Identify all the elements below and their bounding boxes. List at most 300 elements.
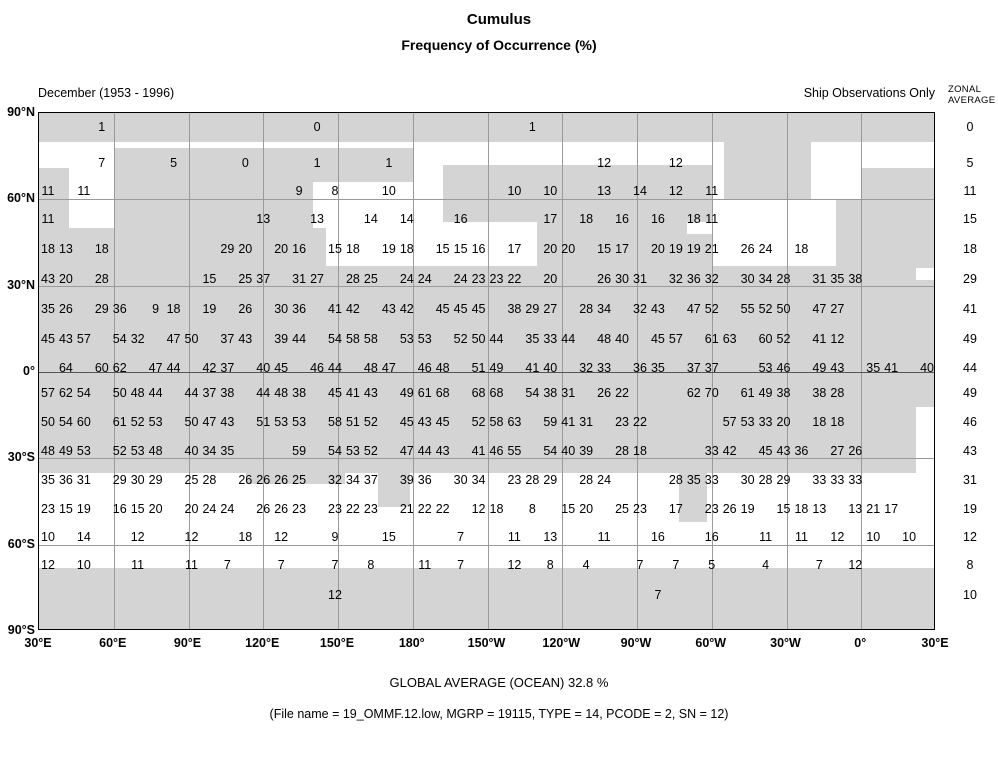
grid-cell-value: 47 — [148, 361, 163, 375]
grid-cell-value: 29 — [220, 242, 235, 256]
grid-cell-value: 20 — [543, 242, 558, 256]
grid-cell-value: 23 — [328, 502, 342, 516]
grid-cell-value: 49 — [812, 361, 827, 375]
grid-cell-value: 41 — [525, 361, 540, 375]
grid-cell-value: 53 — [399, 332, 414, 346]
grid-cell-value: 54 — [328, 332, 342, 346]
grid-cell-value: 43 — [58, 332, 73, 346]
grid-cell-value: 11 — [597, 530, 611, 544]
zonal-average-value: 18 — [963, 242, 977, 256]
grid-cell-value: 54 — [58, 415, 73, 429]
grid-cell-value: 16 — [292, 242, 307, 256]
grid-cell-value: 44 — [256, 386, 271, 400]
grid-cell-value: 58 — [345, 332, 360, 346]
grid-cell-value: 20 — [776, 415, 791, 429]
period-label: December (1953 - 1996) — [38, 86, 175, 100]
grid-cell-value: 55 — [740, 302, 755, 316]
grid-cell-value: 52 — [471, 415, 486, 429]
grid-cell-value: 44 — [561, 332, 576, 346]
grid-cell-value: 17 — [543, 212, 558, 226]
grid-cell-value: 26 — [256, 473, 271, 487]
grid-cell-value: 45 — [435, 302, 450, 316]
grid-cell-value: 52 — [112, 444, 127, 458]
grid-cell-value: 16 — [471, 242, 486, 256]
grid-cell-value: 42 — [399, 302, 414, 316]
grid-cell-value: 32 — [633, 302, 647, 316]
grid-cell-value: 43 — [238, 332, 253, 346]
grid-cell-value: 10 — [381, 184, 396, 198]
grid-cell-value: 63 — [722, 332, 737, 346]
grid-cell-value: 26 — [274, 473, 289, 487]
grid-cell-value: 53 — [292, 415, 307, 429]
grid-cell-value: 62 — [58, 386, 73, 400]
grid-cell-value: 58 — [489, 415, 504, 429]
grid-cell-value: 11 — [507, 530, 521, 544]
grid-cell-value: 45 — [471, 302, 486, 316]
grid-cell-value: 10 — [902, 530, 917, 544]
grid-cell-value: 45 — [650, 332, 665, 346]
grid-cell-value: 37 — [686, 361, 701, 375]
grid-cell-value: 54 — [76, 386, 91, 400]
grid-cell-value: 44 — [417, 444, 432, 458]
grid-cell-value: 15 — [597, 242, 612, 256]
grid-cell-value: 28 — [758, 473, 773, 487]
grid-cell-value: 32 — [704, 272, 719, 286]
grid-cell-value: 11 — [418, 558, 432, 572]
grid-cell-value: 27 — [310, 272, 325, 286]
grid-cell-value: 27 — [543, 302, 558, 316]
grid-cell-value: 46 — [417, 361, 432, 375]
grid-cell-value: 50 — [776, 302, 791, 316]
grid-cell-value: 61 — [740, 386, 755, 400]
grid-cell-value: 45 — [758, 444, 773, 458]
grid-cell-value: 12 — [130, 530, 145, 544]
grid-cell-value: 1 — [385, 156, 393, 170]
grid-cell-value: 26 — [722, 502, 737, 516]
grid-cell-value: 26 — [238, 473, 253, 487]
grid-cell-value: 44 — [328, 361, 342, 375]
world-map-plot — [38, 112, 935, 630]
zonal-average-value: 49 — [963, 386, 977, 400]
grid-cell-value: 18 — [812, 415, 827, 429]
grid-cell-value: 20 — [148, 502, 163, 516]
grid-cell-value: 15 — [453, 242, 468, 256]
grid-cell-value: 34 — [202, 444, 217, 458]
grid-cell-value: 33 — [848, 473, 863, 487]
grid-cell-value: 43 — [220, 415, 235, 429]
grid-cell-value: 11 — [794, 530, 808, 544]
grid-cell-value: 39 — [579, 444, 594, 458]
grid-cell-value: 9 — [152, 302, 160, 316]
grid-cell-value: 41 — [328, 302, 342, 316]
grid-cell-value: 41 — [812, 332, 827, 346]
grid-cell-value: 48 — [148, 444, 163, 458]
grid-cell-value: 24 — [453, 272, 468, 286]
longitude-tick-label: 90°E — [173, 636, 202, 650]
grid-cell-value: 18 — [94, 242, 109, 256]
grid-cell-value: 59 — [292, 444, 307, 458]
grid-cell-value: 12 — [471, 502, 486, 516]
grid-cell-value: 21 — [399, 502, 414, 516]
grid-cell-value: 54 — [525, 386, 540, 400]
grid-cell-value: 49 — [758, 386, 773, 400]
grid-cell-value: 28 — [830, 386, 845, 400]
grid-cell-value: 20 — [650, 242, 665, 256]
grid-cell-value: 60 — [758, 332, 773, 346]
grid-cell-value: 35 — [41, 302, 55, 316]
grid-cell-value: 44 — [166, 361, 181, 375]
grid-cell-value: 31 — [292, 272, 307, 286]
grid-cell-value: 17 — [884, 502, 899, 516]
grid-cell-value: 28 — [525, 473, 540, 487]
grid-cell-value: 68 — [471, 386, 486, 400]
data-source-label: Ship Observations Only — [803, 86, 935, 100]
grid-cell-value: 52 — [363, 415, 378, 429]
grid-cell-value: 0 — [241, 156, 249, 170]
latitude-tick-label: 90°S — [7, 623, 35, 637]
grid-cell-value: 42 — [345, 302, 360, 316]
grid-cell-value: 15 — [130, 502, 145, 516]
grid-cell-value: 33 — [704, 473, 719, 487]
grid-cell-value: 12 — [507, 558, 522, 572]
grid-cell-value: 20 — [184, 502, 199, 516]
grid-cell-value: 37 — [363, 473, 378, 487]
page-title: Cumulus — [466, 11, 532, 28]
grid-cell-value: 19 — [202, 302, 217, 316]
grid-cell-value: 36 — [633, 361, 647, 375]
grid-cell-value: 35 — [866, 361, 881, 375]
grid-cell-value: 52 — [453, 332, 468, 346]
grid-cell-value: 10 — [866, 530, 881, 544]
grid-cell-value: 31 — [812, 272, 827, 286]
grid-cell-value: 24 — [202, 502, 217, 516]
zonal-average-value: 44 — [963, 361, 977, 375]
grid-cell-value: 8 — [546, 558, 554, 572]
zonal-average-value: 8 — [966, 558, 974, 572]
grid-cell-value: 51 — [471, 361, 486, 375]
grid-cell-value: 47 — [202, 415, 217, 429]
grid-cell-value: 26 — [274, 502, 289, 516]
grid-cell-value: 11 — [759, 530, 773, 544]
grid-cell-value: 23 — [363, 502, 378, 516]
grid-cell-value: 23 — [633, 502, 647, 516]
grid-cell-value: 49 — [489, 361, 504, 375]
grid-cell-value: 13 — [543, 530, 558, 544]
grid-cell-value: 62 — [112, 361, 127, 375]
zonal-average-value: 46 — [963, 415, 977, 429]
grid-cell-value: 61 — [704, 332, 719, 346]
grid-cell-value: 23 — [489, 272, 504, 286]
grid-cell-value: 10 — [41, 530, 55, 544]
grid-cell-value: 4 — [762, 558, 770, 572]
grid-cell-value: 41 — [471, 444, 486, 458]
grid-cell-value: 19 — [668, 242, 683, 256]
grid-cell-value: 30 — [740, 473, 755, 487]
grid-cell-value: 16 — [615, 212, 629, 226]
grid-cell-value: 22 — [615, 386, 629, 400]
grid-cell-value: 36 — [292, 302, 307, 316]
grid-cell-value: 31 — [561, 386, 576, 400]
grid-cell-value: 18 — [794, 502, 809, 516]
grid-cell-value: 11 — [77, 184, 91, 198]
grid-cell-value: 48 — [435, 361, 450, 375]
grid-cell-value: 20 — [58, 272, 73, 286]
grid-cell-value: 23 — [615, 415, 629, 429]
grid-cell-value: 11 — [41, 184, 55, 198]
grid-cell-value: 18 — [686, 212, 701, 226]
grid-cell-value: 14 — [633, 184, 647, 198]
grid-cell-value: 43 — [435, 444, 450, 458]
grid-cell-value: 16 — [704, 530, 719, 544]
grid-cell-value: 18 — [399, 242, 414, 256]
grid-cell-value: 50 — [471, 332, 486, 346]
chart-subtitle: Frequency of Occurrence (%) — [401, 37, 597, 53]
grid-cell-value: 52 — [130, 415, 145, 429]
grid-cell-value: 15 — [435, 242, 450, 256]
grid-cell-value: 33 — [597, 361, 612, 375]
grid-cell-value: 12 — [668, 184, 683, 198]
zonal-average-value: 31 — [963, 473, 977, 487]
grid-cell-value: 24 — [417, 272, 432, 286]
grid-cell-value: 13 — [310, 212, 325, 226]
grid-cell-value: 63 — [507, 415, 522, 429]
grid-cell-value: 11 — [131, 558, 145, 572]
grid-cell-value: 47 — [166, 332, 181, 346]
grid-cell-value: 34 — [758, 272, 773, 286]
grid-cell-value: 36 — [794, 444, 809, 458]
grid-cell-value: 32 — [130, 332, 145, 346]
grid-cell-value: 5 — [708, 558, 716, 572]
latitude-tick-label: 90°N — [7, 105, 35, 119]
grid-cell-value: 64 — [58, 361, 73, 375]
grid-cell-value: 33 — [543, 332, 558, 346]
grid-cell-value: 10 — [507, 184, 522, 198]
grid-cell-value: 13 — [848, 502, 863, 516]
grid-cell-value: 12 — [41, 558, 55, 572]
grid-cell-value: 28 — [202, 473, 217, 487]
grid-cell-value: 61 — [112, 415, 127, 429]
grid-cell-value: 53 — [76, 444, 91, 458]
grid-cell-value: 16 — [453, 212, 468, 226]
grid-cell-value: 33 — [830, 473, 845, 487]
grid-cell-value: 35 — [686, 473, 701, 487]
grid-cell-value: 18 — [238, 530, 253, 544]
grid-cell-value: 9 — [295, 184, 303, 198]
grid-cell-value: 12 — [274, 530, 289, 544]
longitude-tick-label: 60°W — [695, 636, 727, 650]
grid-cell-value: 16 — [112, 502, 127, 516]
grid-cell-value: 28 — [94, 272, 109, 286]
grid-cell-value: 18 — [794, 242, 809, 256]
grid-cell-value: 23 — [41, 502, 55, 516]
grid-cell-value: 28 — [776, 272, 791, 286]
grid-cell-value: 5 — [170, 156, 178, 170]
grid-cell-value: 68 — [435, 386, 450, 400]
grid-cell-value: 42 — [722, 444, 737, 458]
grid-cell-value: 7 — [457, 558, 465, 572]
grid-cell-value: 21 — [866, 502, 881, 516]
grid-cell-value: 50 — [41, 415, 55, 429]
zonal-average-value: 41 — [963, 302, 977, 316]
grid-cell-value: 12 — [668, 156, 683, 170]
grid-cell-value: 13 — [58, 242, 73, 256]
grid-cell-value: 30 — [740, 272, 755, 286]
grid-cell-value: 40 — [184, 444, 199, 458]
grid-cell-value: 40 — [543, 361, 558, 375]
grid-cell-value: 40 — [256, 361, 271, 375]
grid-cell-value: 50 — [184, 415, 199, 429]
grid-cell-value: 54 — [543, 444, 558, 458]
zonal-average-value: 0 — [966, 120, 974, 134]
grid-cell-value: 4 — [582, 558, 590, 572]
grid-cell-value: 35 — [650, 361, 665, 375]
grid-cell-value: 17 — [507, 242, 522, 256]
grid-cell-value: 53 — [345, 444, 360, 458]
grid-cell-value: 20 — [238, 242, 253, 256]
grid-cell-value: 8 — [331, 184, 339, 198]
grid-cell-value: 38 — [220, 386, 235, 400]
grid-cell-value: 25 — [615, 502, 629, 516]
grid-cell-value: 11 — [705, 184, 719, 198]
grid-cell-value: 50 — [184, 332, 199, 346]
grid-cell-value: 40 — [561, 444, 576, 458]
grid-cell-value: 43 — [363, 386, 378, 400]
zonal-average-value: 49 — [963, 332, 977, 346]
grid-cell-value: 46 — [489, 444, 504, 458]
grid-cell-value: 14 — [76, 530, 91, 544]
grid-cell-value: 25 — [292, 473, 307, 487]
grid-cell-value: 40 — [920, 361, 934, 375]
zonal-average-value: 12 — [963, 530, 977, 544]
grid-cell-value: 7 — [277, 558, 285, 572]
grid-cell-value: 34 — [597, 302, 612, 316]
grid-cell-value: 22 — [507, 272, 522, 286]
grid-cell-value: 44 — [148, 386, 163, 400]
grid-cell-value: 29 — [148, 473, 163, 487]
grid-cell-value: 46 — [776, 361, 791, 375]
grid-cell-value: 18 — [489, 502, 504, 516]
longitude-tick-label: 150°W — [467, 636, 506, 650]
grid-cell-value: 43 — [776, 444, 791, 458]
grid-cell-value: 32 — [668, 272, 683, 286]
grid-cell-value: 17 — [615, 242, 629, 256]
grid-cell-value: 45 — [274, 361, 289, 375]
grid-cell-value: 15 — [58, 502, 73, 516]
grid-cell-value: 25 — [184, 473, 199, 487]
grid-cell-value: 32 — [328, 473, 342, 487]
grid-cell-value: 22 — [633, 415, 647, 429]
grid-cell-value: 35 — [525, 332, 540, 346]
grid-cell-value: 57 — [76, 332, 91, 346]
grid-cell-value: 38 — [507, 302, 522, 316]
grid-cell-value: 47 — [399, 444, 414, 458]
grid-cell-value: 46 — [310, 361, 325, 375]
grid-cell-value: 21 — [704, 242, 719, 256]
grid-cell-value: 44 — [292, 332, 307, 346]
grid-cell-value: 38 — [848, 272, 863, 286]
grid-cell-value: 19 — [740, 502, 755, 516]
grid-cell-value: 36 — [686, 272, 701, 286]
grid-cell-value: 45 — [328, 386, 342, 400]
grid-cell-value: 29 — [776, 473, 791, 487]
grid-cell-value: 14 — [399, 212, 414, 226]
cell-values-layer — [39, 113, 934, 629]
grid-cell-value: 33 — [812, 473, 827, 487]
grid-cell-value: 19 — [686, 242, 701, 256]
grid-cell-value: 34 — [345, 473, 360, 487]
grid-cell-value: 37 — [220, 332, 235, 346]
grid-cell-value: 58 — [328, 415, 342, 429]
longitude-tick-label: 120°W — [542, 636, 581, 650]
grid-cell-value: 8 — [367, 558, 375, 572]
grid-cell-value: 34 — [471, 473, 486, 487]
grid-cell-value: 43 — [650, 302, 665, 316]
grid-cell-value: 11 — [41, 212, 55, 226]
grid-cell-value: 43 — [417, 415, 432, 429]
grid-cell-value: 29 — [94, 302, 109, 316]
grid-cell-value: 45 — [435, 415, 450, 429]
grid-cell-value: 7 — [815, 558, 823, 572]
grid-cell-value: 23 — [507, 473, 522, 487]
grid-cell-value: 11 — [705, 212, 719, 226]
grid-cell-value: 7 — [636, 558, 644, 572]
zonal-average-value: 10 — [963, 588, 977, 602]
grid-cell-value: 27 — [830, 444, 845, 458]
longitude-tick-label: 30°E — [24, 636, 52, 650]
grid-cell-value: 62 — [686, 386, 701, 400]
grid-cell-value: 33 — [704, 444, 719, 458]
grid-cell-value: 44 — [489, 332, 504, 346]
grid-cell-value: 38 — [776, 386, 791, 400]
grid-cell-value: 51 — [256, 415, 271, 429]
grid-cell-value: 26 — [238, 302, 253, 316]
longitude-tick-label: 150°E — [319, 636, 355, 650]
grid-cell-value: 15 — [202, 272, 217, 286]
grid-cell-value: 22 — [435, 502, 450, 516]
grid-cell-value: 1 — [313, 156, 321, 170]
grid-cell-value: 45 — [453, 302, 468, 316]
longitude-tick-label: 0° — [854, 636, 867, 650]
grid-cell-value: 18 — [633, 444, 647, 458]
grid-cell-value: 12 — [328, 588, 342, 602]
grid-cell-value: 16 — [650, 530, 665, 544]
grid-cell-value: 30 — [615, 272, 629, 286]
grid-cell-value: 36 — [112, 302, 127, 316]
grid-cell-value: 44 — [184, 386, 199, 400]
grid-cell-value: 7 — [457, 530, 465, 544]
grid-cell-value: 57 — [722, 415, 737, 429]
grid-cell-value: 47 — [812, 302, 827, 316]
grid-cell-value: 35 — [830, 272, 845, 286]
grid-cell-value: 41 — [345, 386, 360, 400]
grid-cell-value: 39 — [274, 332, 289, 346]
grid-cell-value: 58 — [363, 332, 378, 346]
grid-cell-value: 28 — [615, 444, 629, 458]
latitude-tick-label: 60°N — [7, 191, 35, 206]
grid-cell-value: 18 — [579, 212, 594, 226]
grid-cell-value: 26 — [740, 242, 755, 256]
grid-cell-value: 9 — [331, 530, 339, 544]
grid-cell-value: 7 — [672, 558, 680, 572]
grid-cell-value: 54 — [328, 444, 342, 458]
grid-cell-value: 31 — [633, 272, 647, 286]
grid-cell-value: 48 — [597, 332, 612, 346]
zonal-average-value: 11 — [963, 184, 977, 198]
zonal-average-value: 15 — [963, 212, 977, 226]
grid-cell-value: 30 — [274, 302, 289, 316]
grid-cell-value: 41 — [561, 415, 576, 429]
grid-cell-value: 53 — [148, 415, 163, 429]
